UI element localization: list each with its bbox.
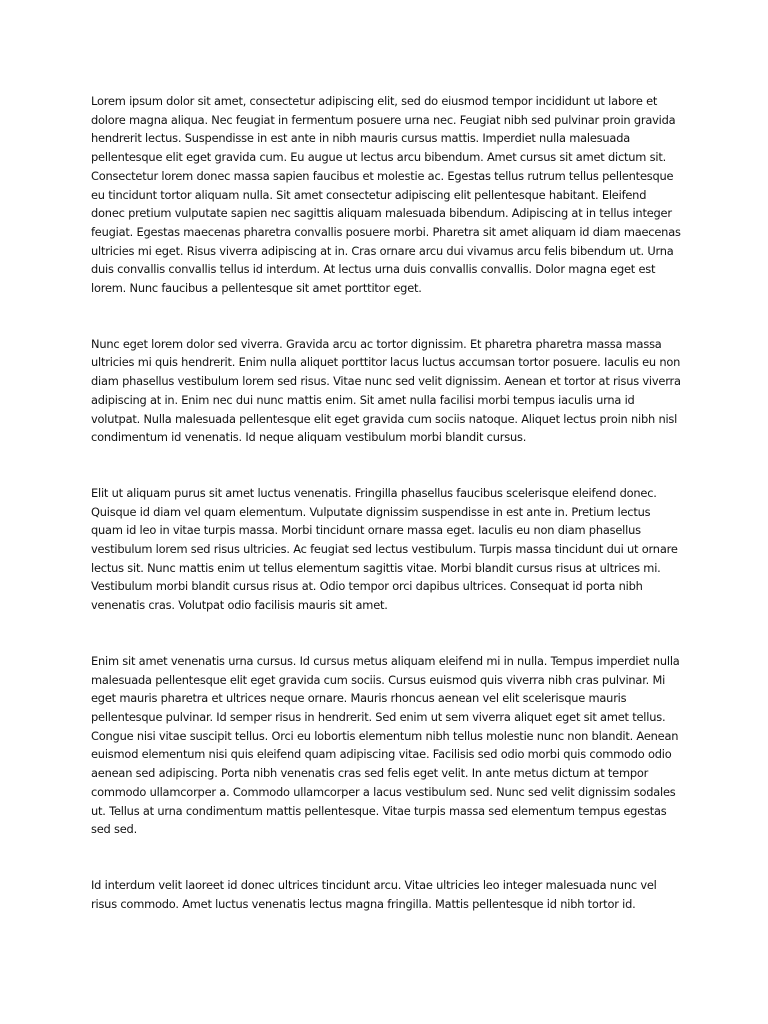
paragraph-1: Lorem ipsum dolor sit amet, consectetur adipiscing elit, sed do eiusmod tempor incididunt ut labore et dolore magna aliqua. Nec feugiat in fermentum posuere urna nec. Feugiat nibh sed pulvinar proin gravida hendrerit lectus. Suspendisse in est ante in nibh mauris cursus mattis. Imperdiet nulla malesuada pellentesque elit eget gravida cum. Eu augue ut lectus arcu bibendum. Amet cursus sit amet dictum sit. Consectetur lorem donec massa sapien faucibus et molestie ac. Egestas tellus rutrum tellus pellentesque eu tincidunt tortor aliquam nulla. Sit amet consectetur adipiscing elit pellentesque habitant. Eleifend donec pretium vulputate sapien nec sagittis aliquam malesuada bibendum. Adipiscing at in tellus integer feugiat. Egestas maecenas pharetra convallis posuere morbi. Pharetra sit amet aliquam id diam maecenas ultricies mi eget. Risus viverra adipiscing at in. Cras ornare arcu dui vivamus arcu felis bibendum ut. Urna duis convallis convallis tellus id interdum. At lectus urna duis convallis convallis. Dolor magna eget est lorem. Nunc faucibus a pellentesque sit amet porttitor eget. — [91, 94, 681, 296]
paragraph-4: Enim sit amet venenatis urna cursus. Id cursus metus aliquam eleifend mi in nulla. Tempus imperdiet nulla malesuada pellentesque elit eget gravida cum sociis. Cursus euismod quis viverra nibh cras pulvinar. Mi eget mauris pharetra et ultrices neque ornare. Mauris rhoncus aenean vel elit scelerisque mauris pellentesque pulvinar. Id semper risus in hendrerit. Sed enim ut sem viverra aliquet eget sit amet tellus. Congue nisi vitae suscipit tellus. Orci eu lobortis elementum nibh tellus molestie nunc non blandit. Aenean euismod elementum nisi quis eleifend quam adipiscing vitae. Facilisis sed odio morbi quis commodo odio aenean sed adipiscing. Porta nibh venenatis cras sed felis eget velit. In ante metus dictum at tempor commodo ullamcorper a. Commodo ullamcorper a lacus vestibulum sed. Nunc sed velit dignissim sodales ut. Tellus at urna condimentum mattis pellentesque. Vitae turpis massa sed elementum tempus egestas sed sed. — [91, 653, 680, 837]
paragraph-5: Id interdum velit laoreet id donec ultrices tincidunt arcu. Vitae ultricies leo integer malesuada nunc vel risus commodo. Amet luctus venenatis lectus magna fringilla. Mattis pellentesque id nibh tortor id. — [91, 877, 657, 911]
paragraph-2: Nunc eget lorem dolor sed viverra. Gravida arcu ac tortor dignissim. Et pharetra pharetra massa massa ultricies mi quis hendrerit. Enim nulla aliquet porttitor lacus luctus accumsan tortor posuere. Iaculis eu non diam phasellus vestibulum lorem sed risus. Vitae nunc sed velit dignissim. Aenean et tortor at risus viverra adipiscing at in. Enim nec dui nunc mattis enim. Sit amet nulla facilisi morbi tempus iaculis urna id volutpat. Nulla malesuada pellentesque elit eget gravida cum sociis natoque. Aliquet lectus proin nibh nisl condimentum id venenatis. Id neque aliquam vestibulum morbi blandit cursus. — [91, 336, 681, 445]
document-page — [91, 92, 683, 950]
paragraph-3: Elit ut aliquam purus sit amet luctus venenatis. Fringilla phasellus faucibus scelerisque eleifend donec. Quisque id diam vel quam elementum. Vulputate dignissim suspendisse in est ante in. Pretium lectus quam id leo in vitae turpis massa. Morbi tincidunt ornare massa eget. Iaculis eu non diam phasellus vestibulum lorem sed risus ultricies. Ac feugiat sed lectus vestibulum. Turpis massa tincidunt dui ut ornare lectus sit. Nunc mattis enim ut tellus elementum sagittis vitae. Morbi blandit cursus risus at ultrices mi. Vestibulum morbi blandit cursus risus at. Odio tempor orci dapibus ultrices. Consequat id porta nibh venenatis cras. Volutpat odio facilisis mauris sit amet. — [91, 485, 678, 613]
